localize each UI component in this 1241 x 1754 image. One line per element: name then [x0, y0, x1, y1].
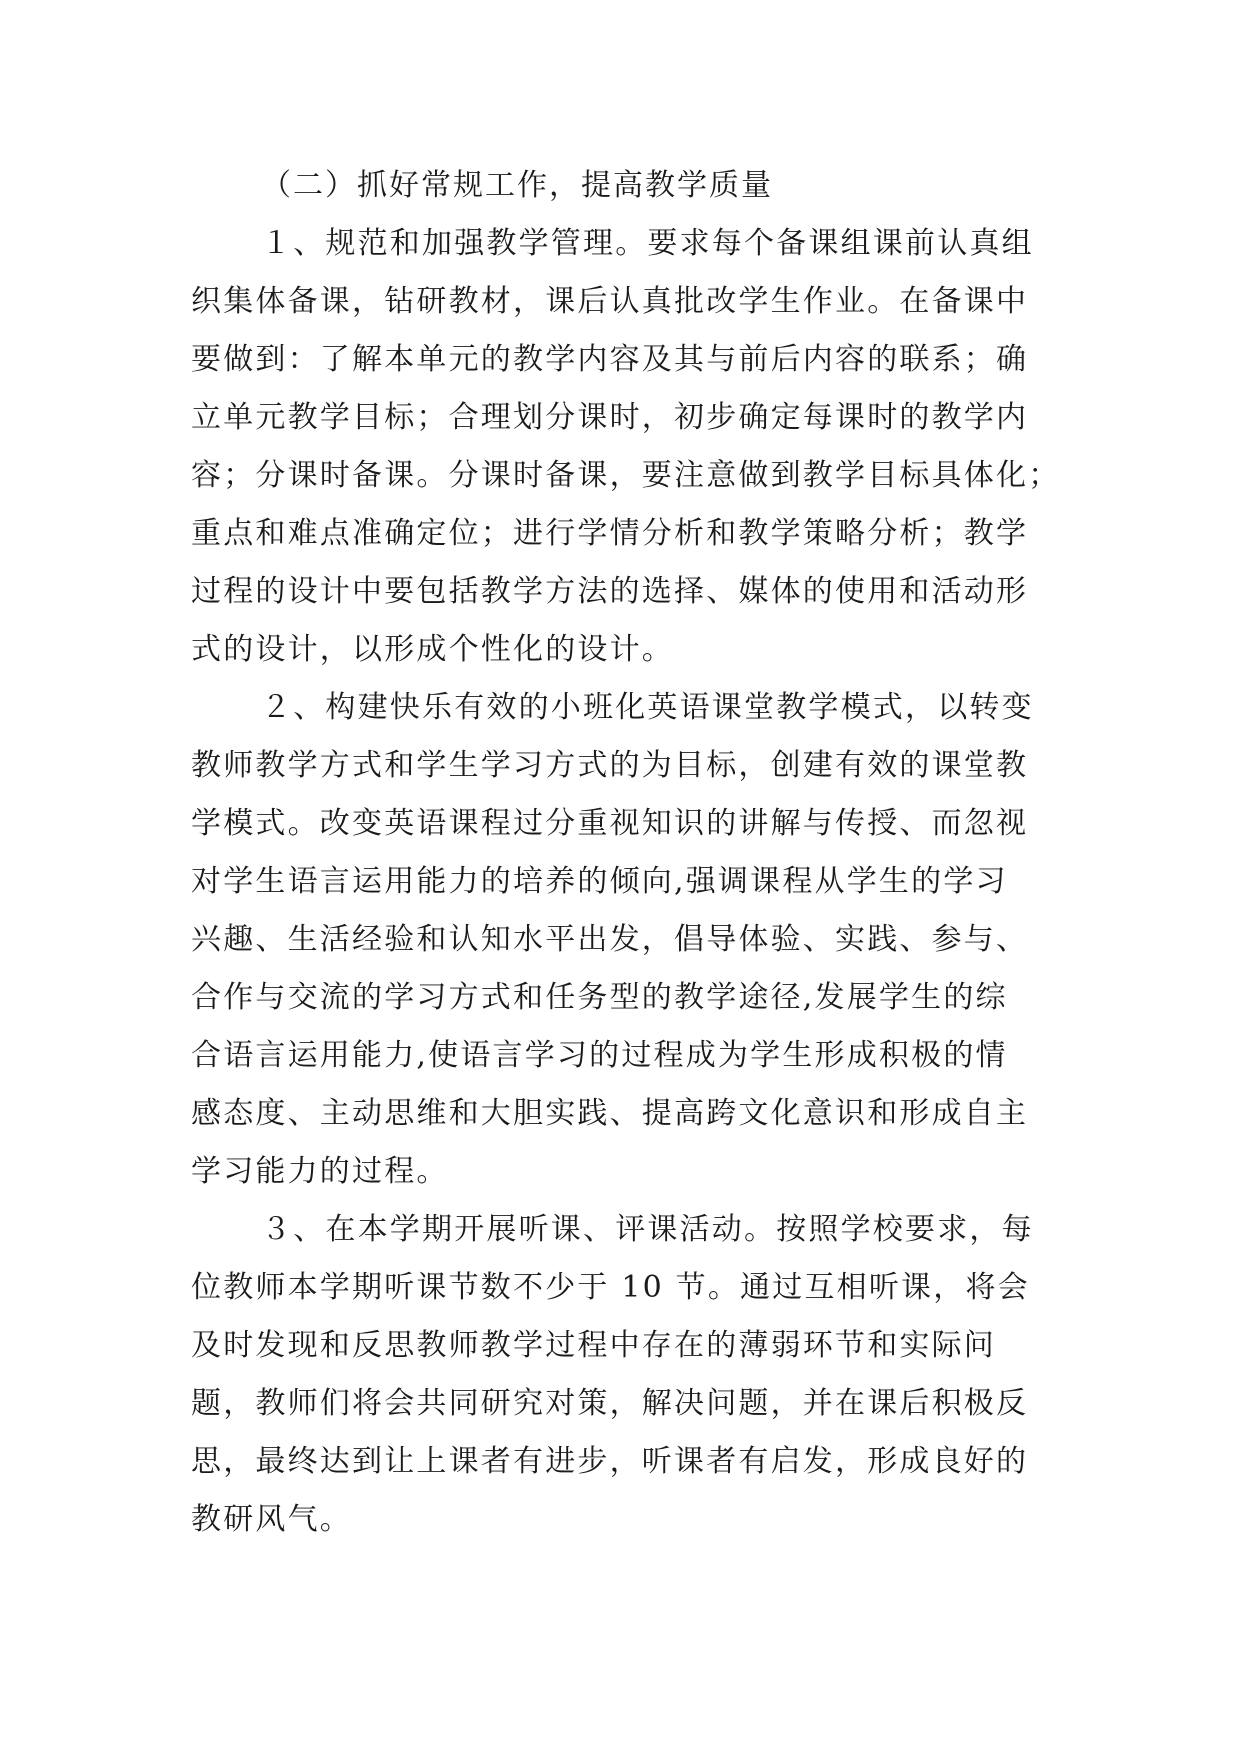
paragraph-line: 重点和难点准确定位；进行学情分析和教学策略分析；教学 — [191, 516, 1029, 551]
paragraph-line: 过程的设计中要包括教学方法的选择、媒体的使用和活动形 — [191, 574, 1029, 609]
paragraph-line: 合作与交流的学习方式和任务型的教学途径,发展学生的综 — [191, 980, 1008, 1015]
paragraph-line: ３、在本学期开展听课、评课活动。按照学校要求，每 — [261, 1212, 1034, 1247]
paragraph-line: 教师教学方式和学生学习方式的为目标，创建有效的课堂教 — [191, 748, 1029, 783]
paragraph-line: 织集体备课，钻研教材，课后认真批改学生作业。在备课中 — [191, 284, 1029, 319]
paragraph-line: 对学生语言运用能力的培养的倾向,强调课程从学生的学习 — [191, 864, 1008, 899]
paragraph-line: 合语言运用能力,使语言学习的过程成为学生形成积极的情 — [191, 1038, 1008, 1073]
paragraph-line: 学模式。改变英语课程过分重视知识的讲解与传授、而忽视 — [191, 806, 1029, 841]
paragraph-line: １、规范和加强教学管理。要求每个备课组课前认真组 — [261, 226, 1034, 261]
paragraph-line: 式的设计，以形成个性化的设计。 — [191, 632, 674, 667]
document-page — [191, 157, 1061, 1549]
paragraph-line: 位教师本学期听课节数不少于 10 节。通过互相听课，将会 — [191, 1270, 1030, 1305]
paragraph-line: 思，最终达到让上课者有进步，听课者有启发，形成良好的 — [191, 1444, 1029, 1479]
paragraph-line: 及时发现和反思教师教学过程中存在的薄弱环节和实际问 — [191, 1328, 996, 1363]
paragraph-line: 题，教师们将会共同研究对策，解决问题，并在课后积极反 — [191, 1386, 1029, 1421]
paragraph-2 — [191, 679, 1051, 1201]
paragraph-line: 要做到：了解本单元的教学内容及其与前后内容的联系；确 — [191, 342, 1029, 377]
paragraph-line: 兴趣、生活经验和认知水平出发，倡导体验、实践、参与、 — [191, 922, 1029, 957]
paragraph-line: 学习能力的过程。 — [191, 1154, 449, 1189]
paragraph-line: 容；分课时备课。分课时备课，要注意做到教学目标具体化； — [191, 458, 1061, 493]
paragraph-line: 立单元教学目标；合理划分课时，初步确定每课时的教学内 — [191, 400, 1029, 435]
paragraph-line: 教研风气。 — [191, 1502, 352, 1537]
paragraph-3 — [191, 1201, 1051, 1549]
section-heading: （二）抓好常规工作，提高教学质量 — [261, 168, 773, 203]
paragraph-line: 感态度、主动思维和大胆实践、提高跨文化意识和形成自主 — [191, 1096, 1029, 1131]
paragraph-1 — [191, 215, 1061, 679]
paragraph-line: ２、构建快乐有效的小班化英语课堂教学模式，以转变 — [261, 690, 1034, 725]
